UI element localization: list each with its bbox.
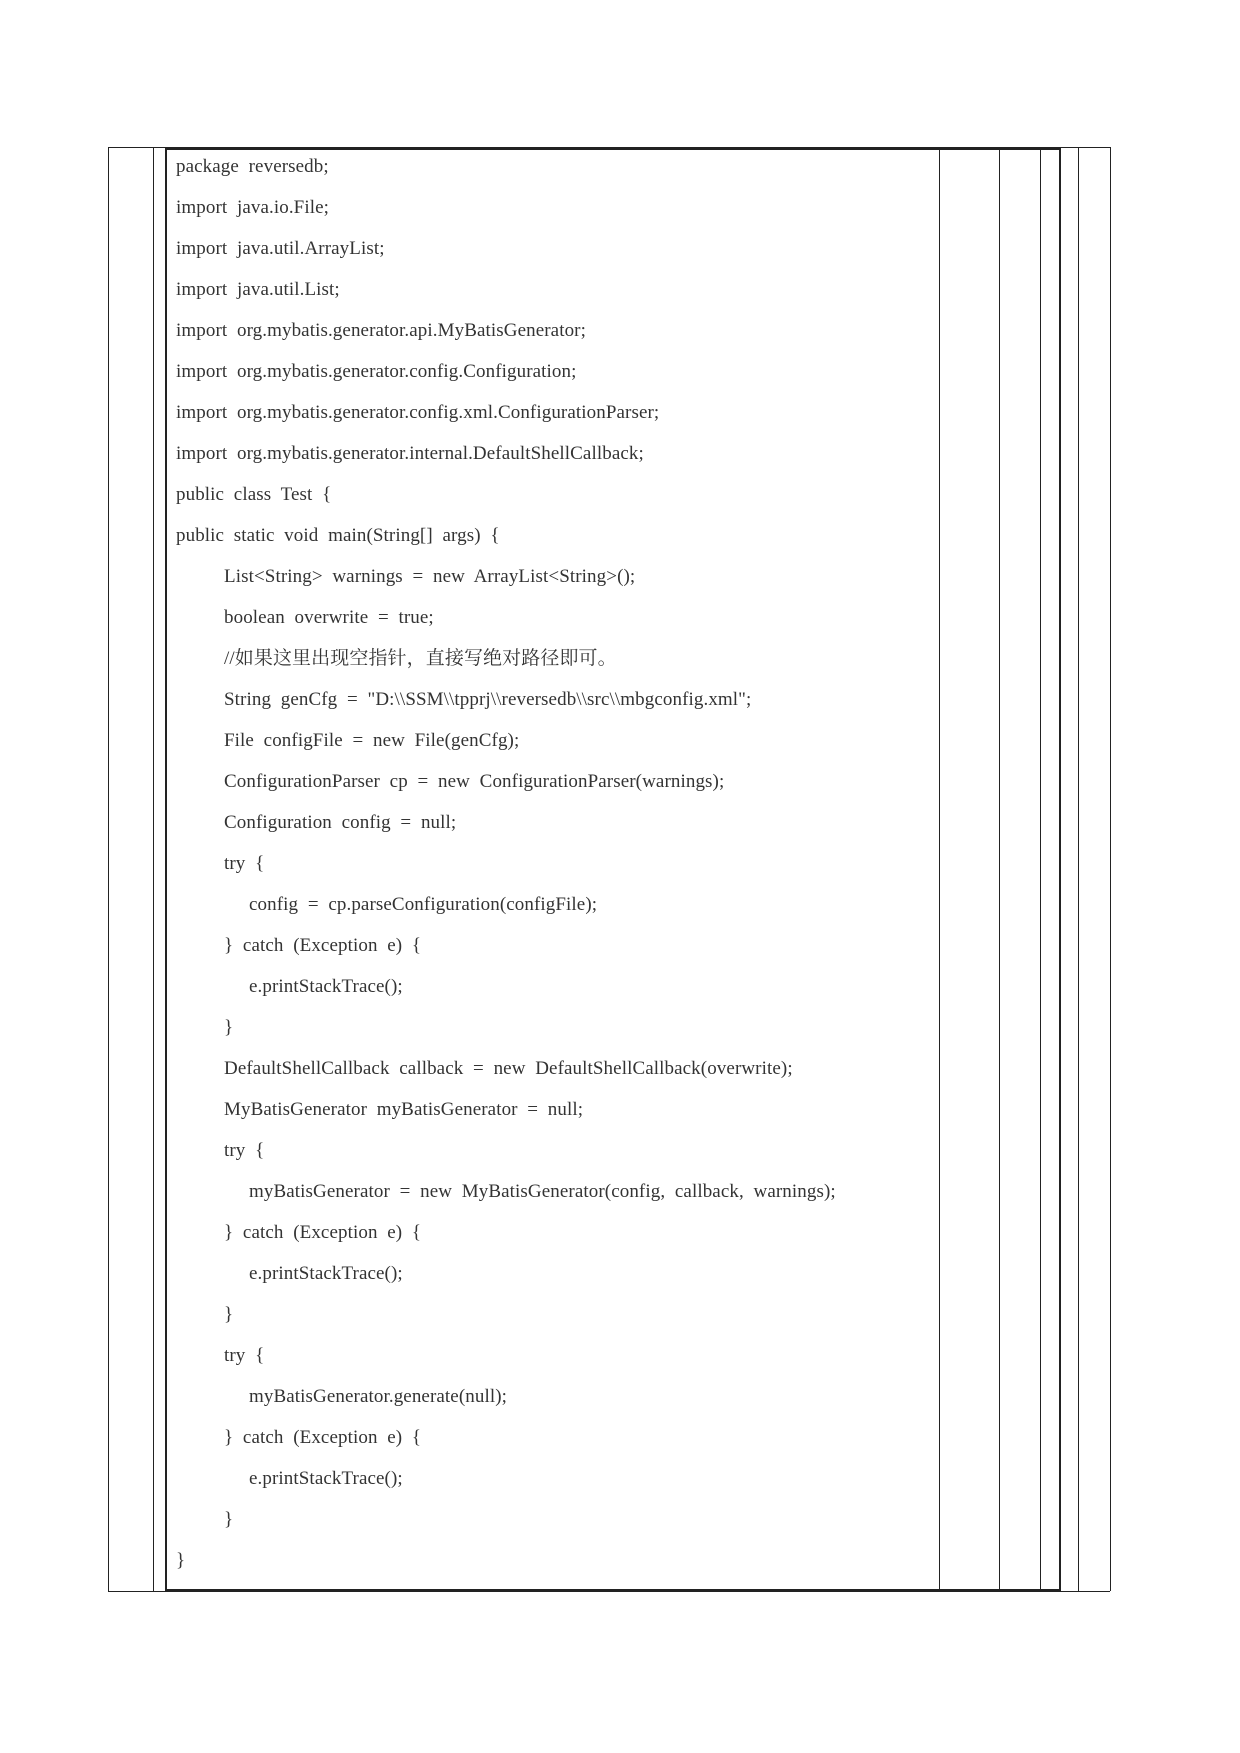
code-line: import org.mybatis.generator.api.MyBatisGenerator; [176,320,586,341]
table-column-divider [1078,147,1079,1591]
table-column-divider [1040,148,1041,1591]
code-line: myBatisGenerator = new MyBatisGenerator(config, callback, warnings); [249,1181,836,1202]
code-line: List<String> warnings = new ArrayList<String>(); [224,566,636,587]
code-line: } [224,1509,234,1530]
table-bottom-border [108,1591,1110,1592]
code-line: package reversedb; [176,156,329,177]
code-line: MyBatisGenerator myBatisGenerator = null; [224,1099,584,1120]
code-line: import java.io.File; [176,197,330,218]
code-line: e.printStackTrace(); [249,976,403,997]
code-line: import java.util.ArrayList; [176,238,385,259]
code-line: } catch (Exception e) { [224,1222,422,1243]
table-column-divider [153,147,154,1591]
code-cell-bottom-border [165,1589,1060,1591]
code-line: Configuration config = null; [224,812,457,833]
code-line: } catch (Exception e) { [224,1427,422,1448]
table-left-border [108,147,109,1591]
code-line: e.printStackTrace(); [249,1468,403,1489]
code-line: DefaultShellCallback callback = new DefaultShellCallback(overwrite); [224,1058,793,1079]
code-line: myBatisGenerator.generate(null); [249,1386,508,1407]
table-column-divider [999,148,1000,1591]
code-line: } [224,1304,234,1325]
code-line: public class Test { [176,484,332,505]
code-line: File configFile = new File(genCfg); [224,730,520,751]
code-comment-line: //如果这里出现空指针，直接写绝对路径即可。 [224,648,617,669]
code-line: try { [224,1140,265,1161]
code-line: } catch (Exception e) { [224,935,422,956]
code-line: try { [224,1345,265,1366]
code-line: } [224,1017,234,1038]
code-cell-left-border [165,148,167,1591]
code-line: config = cp.parseConfiguration(configFile); [249,894,598,915]
code-line: import org.mybatis.generator.config.xml.ConfigurationParser; [176,402,660,423]
table-column-divider [939,148,940,1591]
code-line: } [176,1550,186,1571]
code-line: try { [224,853,265,874]
code-line: boolean overwrite = true; [224,607,434,628]
code-line: public static void main(String[] args) { [176,525,500,546]
code-line: import java.util.List; [176,279,340,300]
code-line: import org.mybatis.generator.internal.DefaultShellCallback; [176,443,644,464]
code-cell-right-border [1059,148,1061,1591]
table-right-border [1110,147,1111,1591]
code-line: String genCfg = "D:\\SSM\\tpprj\\reversedb\\src\\mbgconfig.xml"; [224,689,752,710]
code-line: ConfigurationParser cp = new ConfigurationParser(warnings); [224,771,725,792]
code-line: e.printStackTrace(); [249,1263,403,1284]
code-line: import org.mybatis.generator.config.Configuration; [176,361,577,382]
